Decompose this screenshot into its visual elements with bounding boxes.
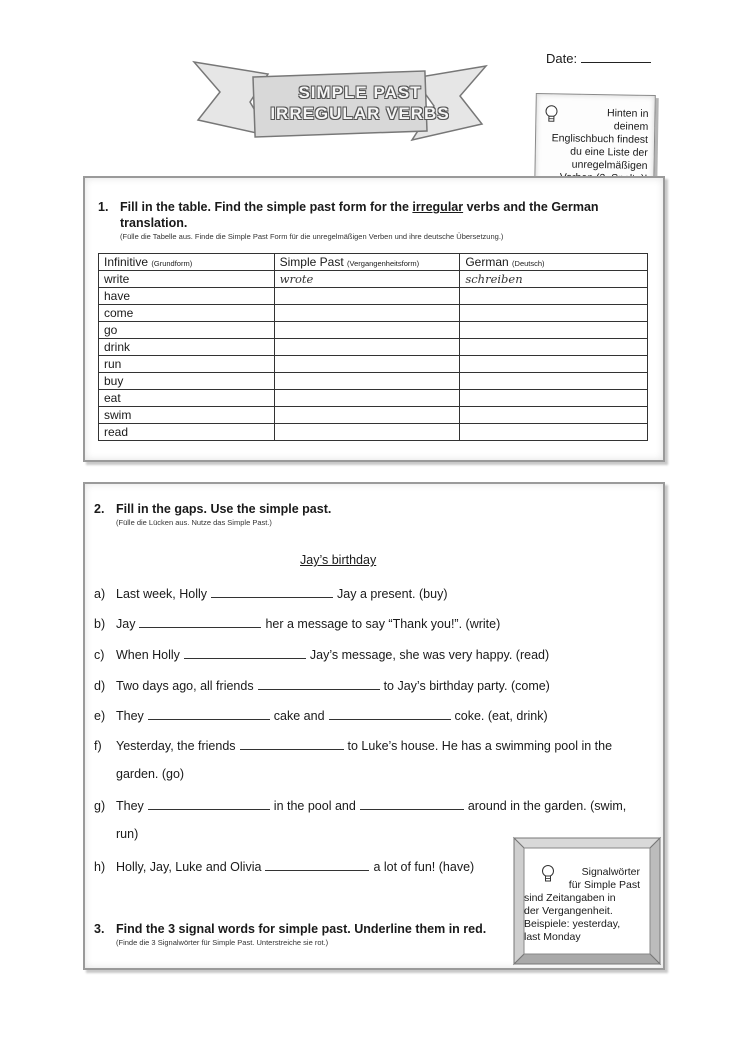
signal-line: last Monday xyxy=(524,931,581,943)
infinitive-cell: drink xyxy=(99,339,275,356)
task2-german-hint: (Fülle die Lücken aus. Nutze das Simple Past.) xyxy=(116,518,272,527)
infinitive-cell: swim xyxy=(99,407,275,424)
gap-field[interactable] xyxy=(184,646,306,659)
past-cell[interactable] xyxy=(274,356,460,373)
gap-field[interactable] xyxy=(211,585,333,598)
sentence-h: h) Holly, Jay, Luke and Olivia a lot of fun! (have) xyxy=(94,860,475,874)
table-row xyxy=(99,390,648,407)
column-header-simple-past: Simple Past (Vergangenheitsform) xyxy=(274,254,460,271)
table-header-row xyxy=(99,254,648,271)
table-row xyxy=(99,271,648,288)
tip-line: deinem xyxy=(613,120,649,133)
german-cell[interactable]: schreiben xyxy=(460,271,648,288)
sentence-c: c) When Holly Jay’s message, she was very happy. (read) xyxy=(94,648,550,662)
infinitive-cell: come xyxy=(99,305,275,322)
sentence-g-continued: run) xyxy=(116,827,139,841)
infinitive-cell: buy xyxy=(99,373,275,390)
sentence-b: b) Jay her a message to say “Thank you!”. (write) xyxy=(94,617,501,631)
task2-instruction: Fill in the gaps. Use the simple past. xyxy=(116,502,332,516)
task2-heading xyxy=(94,502,331,516)
tip-line: Englischbuch findest xyxy=(551,132,649,146)
past-cell[interactable] xyxy=(274,305,460,322)
infinitive-cell: go xyxy=(99,322,275,339)
table-row xyxy=(99,288,648,305)
date-line[interactable] xyxy=(581,50,651,63)
title-line-2: IRREGULAR VERBS xyxy=(270,104,450,123)
task1-german-hint: (Fülle die Tabelle aus. Finde die Simple Past Form für die unregelmäßigen Verben und ihre deutsche Übersetzung.) xyxy=(120,232,504,241)
task1-instruction-line2: translation. xyxy=(120,216,188,230)
sentence-e: e) They cake and coke. (eat, drink) xyxy=(94,709,548,723)
past-cell[interactable] xyxy=(274,373,460,390)
column-header-infinitive: Infinitive (Grundform) xyxy=(99,254,275,271)
table-row xyxy=(99,373,648,390)
past-cell[interactable] xyxy=(274,424,460,441)
page-title xyxy=(260,82,460,124)
infinitive-cell: read xyxy=(99,424,275,441)
date-field xyxy=(546,50,651,66)
gap-field[interactable] xyxy=(139,615,261,628)
german-cell[interactable] xyxy=(460,390,648,407)
table-row xyxy=(99,407,648,424)
infinitive-cell: write xyxy=(99,271,275,288)
german-cell[interactable] xyxy=(460,356,648,373)
tip-line: Hinten in xyxy=(606,107,649,120)
past-cell[interactable] xyxy=(274,322,460,339)
signal-line: Signalwörter xyxy=(581,866,640,878)
gap-field[interactable] xyxy=(258,677,380,690)
german-cell[interactable] xyxy=(460,305,648,322)
german-cell[interactable] xyxy=(460,407,648,424)
infinitive-cell: eat xyxy=(99,390,275,407)
task3-number: 3. xyxy=(94,922,105,936)
signal-line: der Vergangenheit. xyxy=(524,905,613,917)
tip-note xyxy=(534,93,656,189)
signal-line: sind Zeitangaben in xyxy=(524,892,616,904)
signal-line: für Simple Past xyxy=(568,879,640,891)
german-cell[interactable] xyxy=(460,424,648,441)
tip-line: du eine Liste der xyxy=(570,145,648,159)
task2-number: 2. xyxy=(94,502,105,516)
sentence-g: g) They in the pool and around in the garden. (swim, xyxy=(94,799,627,813)
task3-instruction: Find the 3 signal words for simple past. Underline them in red. xyxy=(116,922,487,936)
gap-field[interactable] xyxy=(148,707,270,720)
german-cell[interactable] xyxy=(460,322,648,339)
gap-field[interactable] xyxy=(240,737,344,750)
title-line-1: SIMPLE PAST xyxy=(298,83,422,102)
task1-instruction-pre: Fill in the table. Find the simple past form for the xyxy=(120,200,413,214)
signal-line: Beispiele: yesterday, xyxy=(524,918,621,930)
task3-german-hint: (Finde die 3 Signalwörter für Simple Past. Unterstreiche sie rot.) xyxy=(116,938,329,947)
table-row xyxy=(99,322,648,339)
gap-field[interactable] xyxy=(329,707,451,720)
past-cell[interactable] xyxy=(274,339,460,356)
sentence-f: f) Yesterday, the friends to Luke’s house. He has a swimming pool in the xyxy=(94,739,613,753)
past-cell[interactable] xyxy=(274,288,460,305)
sentence-f-continued: garden. (go) xyxy=(116,767,185,781)
past-cell[interactable] xyxy=(274,390,460,407)
verb-table xyxy=(98,253,648,441)
sentence-d: d) Two days ago, all friends to Jay’s birthday party. (come) xyxy=(94,679,550,693)
infinitive-cell: run xyxy=(99,356,275,373)
task1-instruction-post: verbs and the German xyxy=(463,200,599,214)
task1-number: 1. xyxy=(98,200,109,214)
task3-heading xyxy=(94,922,486,936)
gap-field[interactable] xyxy=(360,797,464,810)
tip-line: unregelmäßigen xyxy=(571,158,648,172)
german-cell[interactable] xyxy=(460,373,648,390)
gap-field[interactable] xyxy=(265,858,369,871)
story-title: Jay’s birthday xyxy=(300,553,377,567)
german-cell[interactable] xyxy=(460,288,648,305)
sentence-a: a) Last week, Holly Jay a present. (buy) xyxy=(94,587,448,601)
date-label: Date: xyxy=(546,51,578,66)
past-cell[interactable] xyxy=(274,407,460,424)
signal-note-text xyxy=(524,866,640,944)
past-cell[interactable]: wrote xyxy=(274,271,460,288)
task1-heading xyxy=(98,199,618,231)
gap-field[interactable] xyxy=(148,797,270,810)
column-header-german: German (Deutsch) xyxy=(460,254,648,271)
table-row xyxy=(99,305,648,322)
task1-instruction-underlined: irregular xyxy=(412,200,464,214)
table-row xyxy=(99,424,648,441)
table-row xyxy=(99,339,648,356)
table-row xyxy=(99,356,648,373)
german-cell[interactable] xyxy=(460,339,648,356)
infinitive-cell: have xyxy=(99,288,275,305)
